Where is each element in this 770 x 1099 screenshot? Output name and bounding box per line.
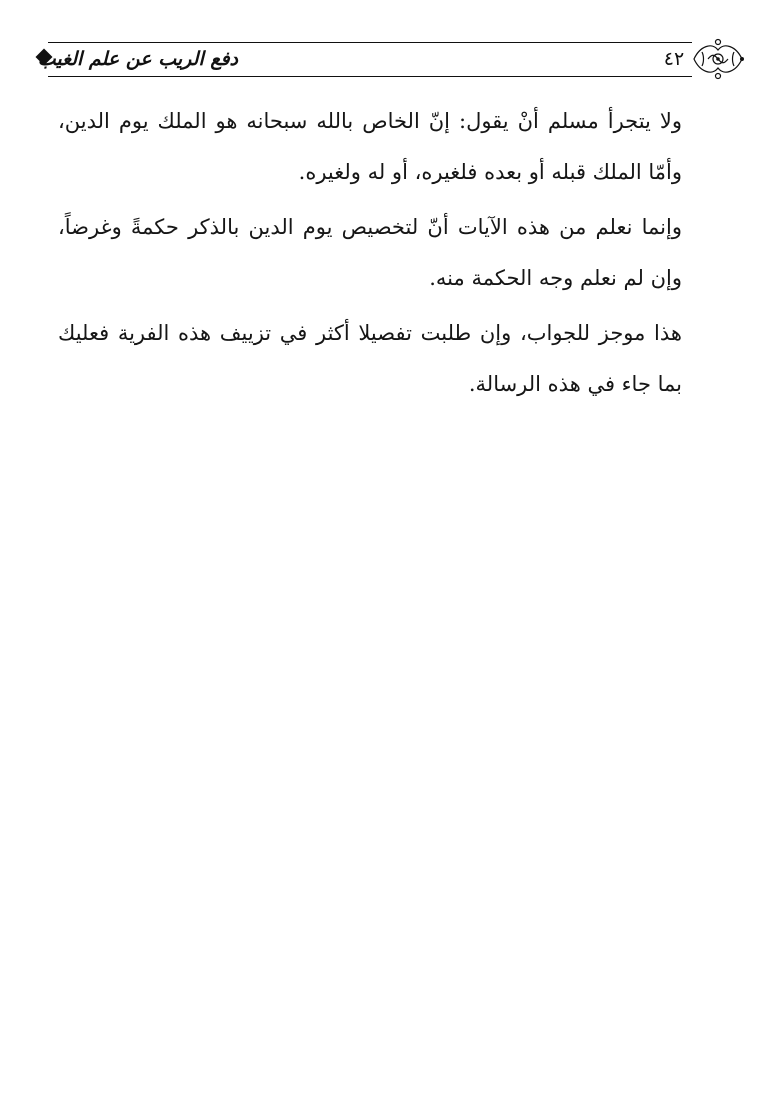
- paragraph-1: ولا يتجرأ مسلم أنْ يقول: إنّ الخاص بالله سبحانه هو الملك يوم الدين، وأمّا الملك قبله أو بعده فلغيره، أو له ولغيره.: [58, 109, 682, 184]
- header-top-rule: [48, 42, 692, 43]
- paragraph-3: هذا موجز للجواب، وإن طلبت تفصيلا أكثر في تزييف هذه الفرية فعليك بما جاء في هذه الرسالة.: [58, 321, 682, 396]
- paragraph-2: وإنما نعلم من هذه الآيات أنّ لتخصيص يوم الدين بالذكر حكمةً وغرضاً، وإن لم نعلم وجه الحكمة منه.: [58, 215, 682, 290]
- main-text: [58, 96, 682, 414]
- floral-ornament-icon: [690, 34, 746, 84]
- running-book-title: دفع الريب عن علم الغيب: [37, 48, 238, 70]
- header-bottom-rule: [48, 76, 692, 77]
- page-number: ٤٢: [663, 48, 685, 70]
- page-header: [30, 34, 750, 84]
